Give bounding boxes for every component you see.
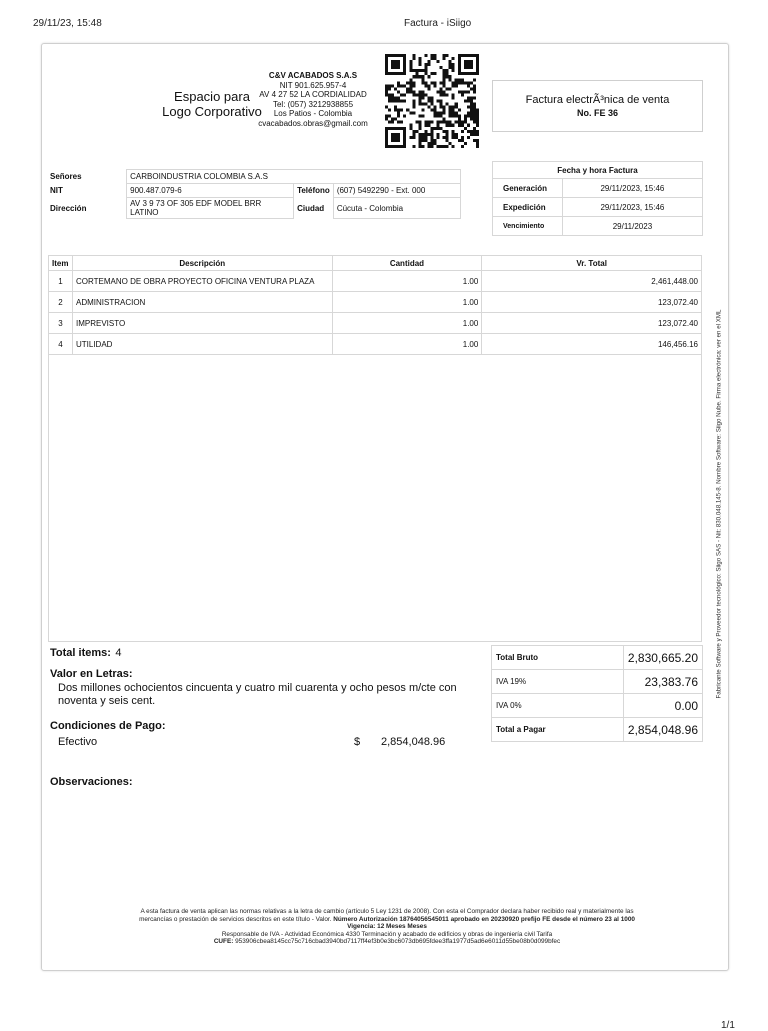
cufe-value: 953906cbea8145cc75c716cbad3940bd7117ff4ef3b0e3bc6073db695fdee3ffa1977d5ad6e6011d55be08b0d099bfec	[235, 938, 561, 946]
row-total: 123,072.40	[482, 292, 702, 313]
client-nit: 900.487.079-6	[127, 184, 294, 198]
item-header: Item	[49, 256, 73, 271]
currency-symbol: $	[354, 736, 361, 748]
invoice-number: No. FE 36	[576, 108, 618, 118]
row-descripcion: ADMINISTRACION	[72, 292, 332, 313]
legal-line-1: A esta factura de venta aplican las normas relativas a la letra de cambio (artículo 5 Ley 1231 de 2008). Con esta el Comprador declara haber recibido real y materialmente las	[140, 908, 634, 915]
total-items-value: 4	[115, 647, 122, 659]
generacion-label: Generación	[493, 179, 563, 198]
client-name: CARBOINDUSTRIA COLOMBIA S.A.S	[127, 170, 461, 184]
total-items-label: Total items:	[50, 647, 111, 659]
descripcion-header: Descripción	[72, 256, 332, 271]
company-phone: Tel: (057) 3212938855	[272, 99, 354, 109]
row-item: 4	[49, 334, 73, 355]
row-descripcion: UTILIDAD	[72, 334, 332, 355]
client-direccion: AV 3 9 73 OF 305 EDF MODEL BRR LATINO	[127, 198, 294, 219]
cufe-label: CUFE:	[213, 938, 234, 946]
vencimiento-value: 29/11/2023	[562, 217, 702, 236]
total-bruto-value: 2,830,665.20	[623, 646, 702, 670]
row-total: 123,072.40	[482, 313, 702, 334]
company-email: cvacabados.obras@gmail.com	[258, 118, 368, 128]
legal-line-3: Vigencia: 12 Meses Meses	[347, 923, 427, 931]
iva19-value: 23,383.76	[623, 670, 702, 694]
condicion-valor: 2,854,048.96	[381, 736, 446, 748]
senores-label: Señores	[50, 172, 82, 181]
print-title: Factura - iSiigo	[404, 18, 472, 29]
observaciones-label: Observaciones:	[50, 776, 133, 788]
expedicion-label: Expedición	[493, 198, 563, 217]
total-items	[50, 643, 122, 661]
condiciones-label: Condiciones de Pago:	[50, 720, 166, 732]
company-city: Los Patios - Colombia	[273, 109, 353, 119]
legal-notice	[62, 908, 712, 946]
qr-code-icon	[385, 53, 479, 149]
iva0-value: 0.00	[623, 694, 702, 718]
row-descripcion: CORTEMANO DE OBRA PROYECTO OFICINA VENTURA PLAZA	[72, 271, 332, 292]
fecha-header: Fecha y hora Factura	[493, 162, 703, 179]
company-info	[237, 71, 389, 129]
print-datetime: 29/11/23, 15:48	[33, 18, 102, 29]
software-note-text: Fabricante Software y Proveedor tecnológico: Siigo SAS - Nit: 830.048.145-8. Nombre Software: Siigo Nube. Firma electrónica: ver en el XML	[715, 309, 723, 699]
total-bruto-label: Total Bruto	[492, 646, 624, 670]
company-nit: NIT 901.625.957-4	[279, 80, 347, 90]
row-cantidad: 1.00	[332, 271, 482, 292]
legal-line-4: Responsable de IVA - Actividad Económica 4330 Terminación y acabado de edificios y obras de ingeniería civil Tarifa	[221, 930, 553, 938]
vencimiento-label: Vencimiento	[493, 217, 563, 236]
table-row	[49, 292, 702, 313]
total-pagar-label: Total a Pagar	[492, 718, 624, 742]
nit-label: NIT	[50, 186, 63, 195]
total-header: Vr. Total	[482, 256, 702, 271]
invoice-type: Factura electrÃ³nica de venta	[525, 94, 670, 106]
legal-line-2a: mercancías o prestación de servicios descritos en este título - Valor.	[139, 915, 332, 923]
row-item: 3	[49, 313, 73, 334]
invoice-title-box	[492, 80, 703, 132]
row-cantidad: 1.00	[332, 292, 482, 313]
cantidad-header: Cantidad	[332, 256, 482, 271]
client-ciudad: Cúcuta - Colombia	[333, 198, 460, 219]
telefono-label: Teléfono	[294, 184, 334, 198]
logo-line-2: Logo Corporativo	[162, 104, 262, 119]
row-item: 2	[49, 292, 73, 313]
generacion-value: 29/11/2023, 15:46	[562, 179, 702, 198]
direccion-label: Dirección	[50, 203, 87, 213]
expedicion-value: 29/11/2023, 15:46	[562, 198, 702, 217]
row-item: 1	[49, 271, 73, 292]
totals-table	[491, 645, 703, 742]
table-row	[49, 271, 702, 292]
company-address: AV 4 27 52 LA CORDIALIDAD	[259, 90, 367, 100]
total-pagar-value: 2,854,048.96	[623, 718, 702, 742]
logo-line-1: Espacio para	[174, 89, 250, 104]
row-cantidad: 1.00	[332, 334, 482, 355]
legal-line-2b: Número Autorización 18764056545011 aprobado en 20230920 prefijo FE desde el número 23 al 1000	[333, 915, 635, 923]
table-row	[49, 334, 702, 355]
company-name: C&V ACABADOS S.A.S	[268, 71, 358, 80]
page-number: 1/1	[721, 1020, 735, 1031]
row-total: 2,461,448.00	[482, 271, 702, 292]
fecha-table	[492, 161, 703, 236]
row-total: 146,456.16	[482, 334, 702, 355]
items-table	[48, 255, 702, 355]
row-descripcion: IMPREVISTO	[72, 313, 332, 334]
invoice-sheet	[41, 43, 729, 971]
valor-letras-text: Dos millones ochocientos cincuenta y cuatro mil cuarenta y ocho pesos m/cte con noventa y seis cent.	[58, 682, 457, 707]
client-table	[47, 169, 461, 219]
iva19-label: IVA 19%	[492, 670, 624, 694]
ciudad-label: Ciudad	[294, 198, 334, 219]
valor-letras-label: Valor en Letras:	[50, 668, 133, 680]
iva0-label: IVA 0%	[492, 694, 624, 718]
row-cantidad: 1.00	[332, 313, 482, 334]
condicion-pago: Efectivo	[58, 736, 98, 748]
software-vertical-note	[713, 294, 725, 714]
client-telefono: (607) 5492290 - Ext. 000	[333, 184, 460, 198]
table-row	[49, 313, 702, 334]
